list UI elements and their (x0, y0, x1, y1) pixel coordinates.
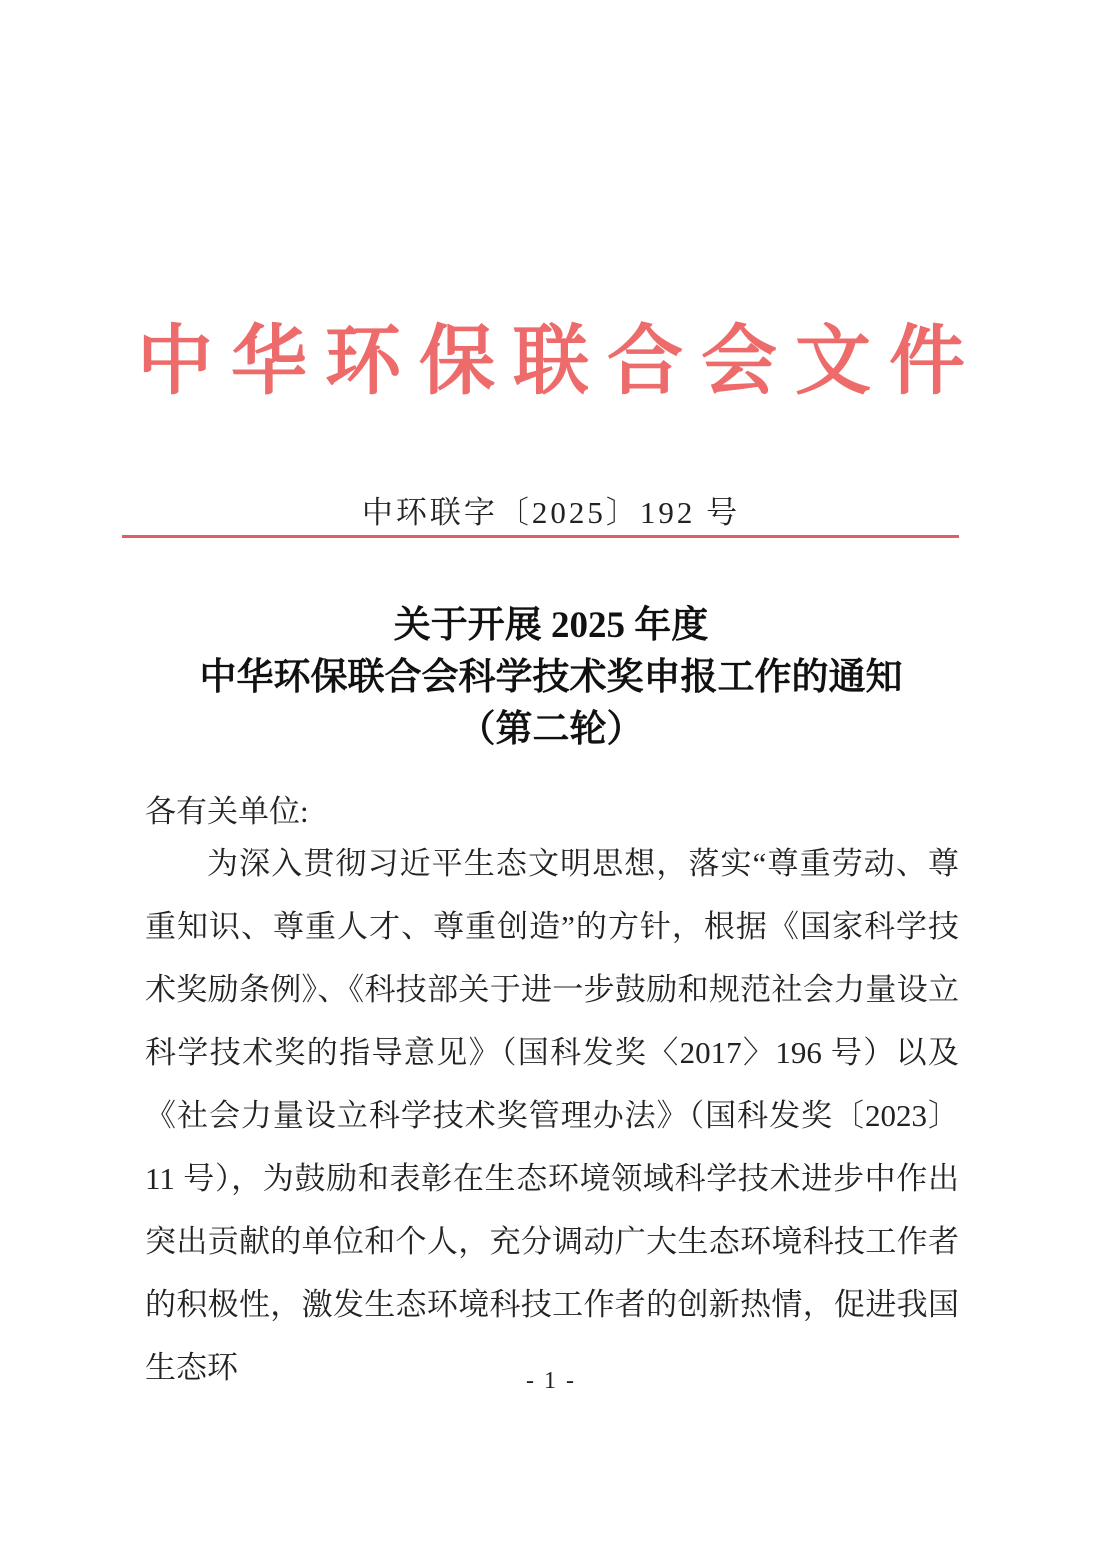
document-number: 中环联字〔2025〕192 号 (361, 495, 741, 530)
notice-title-line-3: （第二轮） (458, 709, 644, 750)
letterhead-divider-rule (122, 535, 959, 538)
notice-title-line-2: 中华环保联合会科学技术奖申报工作的通知 (199, 657, 903, 698)
org-letterhead-title: 中华环保联合会文件 (137, 320, 983, 404)
body-paragraph: 为深入贯彻习近平生态文明思想，落实“尊重劳动、尊重知识、尊重人才、尊重创造”的方针，根据《国家科学技术奖励条例》、《科技部关于进一步鼓励和规范社会力量设立科学技术奖的指导意见》（国科发奖〈2017〉196 号）以及《社会力量设立科学技术奖管理办法》（国科发奖〔2023〕11 号），为鼓励和表彰在生态环境领域科学技术进步中作出突出贡献的单位和个人，充分调动广大生态环境科技工作者的积极性，激发生态环境科技工作者的创新热情，促进我国生态环 (145, 846, 959, 1385)
notice-title-line-1: 关于开展 2025 年度 (393, 605, 709, 646)
salutation: 各有关单位: (145, 794, 309, 829)
notice-title (0, 600, 1102, 756)
page-number: - 1 - (526, 1368, 576, 1394)
